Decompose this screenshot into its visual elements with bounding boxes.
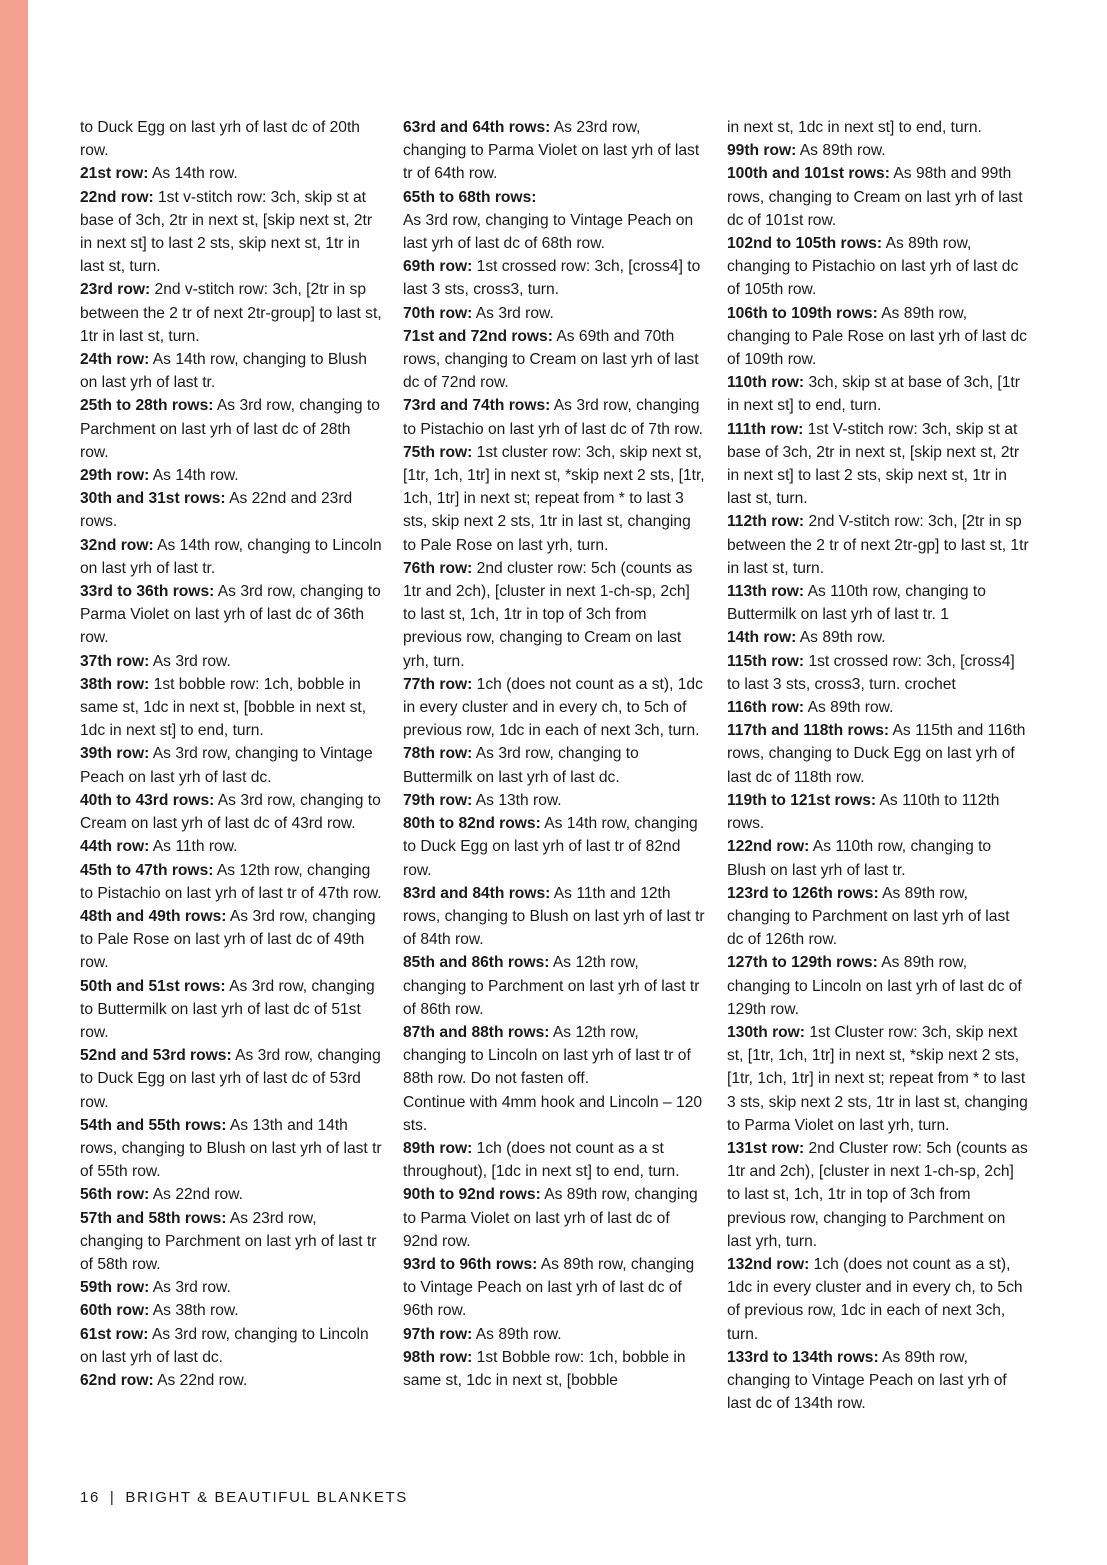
row-label: 115th row: [727, 652, 805, 670]
instruction-entry [403, 1346, 705, 1392]
row-instruction: As 3rd row, changing to Parchment on last yrh of last dc of 28th row. [80, 397, 380, 461]
row-label: 40th to 43rd rows: [80, 791, 215, 809]
instruction-entry [80, 742, 382, 788]
publication-title: BRIGHT & BEAUTIFUL BLANKETS [125, 1489, 408, 1506]
row-label: 99th row: [727, 142, 797, 160]
row-label: 113th row: [727, 583, 805, 601]
instruction-entry [80, 650, 382, 673]
instruction-entry [403, 951, 705, 1021]
instruction-entry [403, 255, 705, 301]
row-instruction: As 98th and 99th rows, changing to Cream on last yrh of last dc of 101st row. [727, 165, 1023, 229]
instruction-entry [80, 905, 382, 975]
row-instruction: As 3rd row, changing to Parma Violet on last yrh of last dc of 36th row. [80, 583, 381, 647]
row-instruction: As 110th to 112th rows. [727, 791, 1000, 833]
row-instruction: 1st Cluster row: 3ch, skip next st, [1tr, 1ch, 1tr] in next st, *skip next 2 sts, [1tr, 1ch, 1tr] in next st; repeat from * to last 3 sts, skip next 2 sts, 1tr in last st, changing to Parma Violet on last yrh, turn. [727, 1023, 1028, 1134]
row-instruction: 1ch (does not count as a st), 1dc in every cluster and in every ch, to 5ch of previous row, 1dc in each of next 3ch, turn. [403, 675, 703, 740]
instruction-entry [80, 580, 382, 650]
instruction-entry [80, 487, 382, 533]
row-label: 38th row: [80, 675, 150, 693]
instruction-entry [403, 325, 705, 395]
row-instruction: As 14th row, changing to Duck Egg on last yrh of last tr of 82nd row. [403, 815, 698, 879]
row-label: 83rd and 84th rows: [403, 884, 551, 902]
row-label: 22nd row: [80, 188, 154, 206]
row-label: 45th to 47th rows: [80, 861, 214, 879]
row-label: 76th row: [403, 559, 473, 577]
row-label: 112th row: [727, 513, 805, 531]
row-label: 102nd to 105th rows: [727, 235, 883, 253]
instruction-entry [403, 1021, 705, 1091]
instruction-entry [80, 975, 382, 1045]
row-label: 117th and 118th rows: [727, 722, 890, 740]
row-instruction: As 3rd row. [149, 652, 231, 670]
row-label: 75th row: [403, 443, 473, 461]
instruction-entry [80, 278, 382, 348]
row-instruction: 1st bobble row: 1ch, bobble in same st, 1dc in next st, [bobble in next st, 1dc in next st] to end, turn. [80, 675, 367, 740]
row-label: 39th row: [80, 745, 150, 763]
row-label: 50th and 51st rows: [80, 977, 226, 995]
row-label: 122nd row: [727, 838, 810, 856]
row-label: 62nd row: [80, 1371, 154, 1389]
row-label: 116th row: [727, 699, 805, 717]
row-label: 78th row: [403, 745, 473, 763]
row-label: 48th and 49th rows: [80, 907, 227, 925]
instruction-entry [727, 302, 1029, 372]
row-label: 87th and 88th rows: [403, 1023, 550, 1041]
row-instruction: As 22nd row. [149, 1186, 243, 1204]
instruction-entry [403, 812, 705, 882]
row-instruction: 1ch (does not count as a st throughout), [1dc in next st] to end, turn. [403, 1139, 680, 1181]
instruction-entry [403, 557, 705, 673]
row-label: 24th row: [80, 351, 150, 369]
instruction-entry [403, 1091, 705, 1137]
row-label: 14th row: [727, 629, 797, 647]
row-instruction: As 110th row, changing to Blush on last yrh of last tr. [727, 838, 992, 879]
row-label: 73rd and 74th rows: [403, 397, 551, 415]
page-number: 16 [80, 1489, 100, 1506]
instruction-entry [80, 162, 382, 185]
instruction-entry [80, 534, 382, 580]
row-instruction: 1st cluster row: 3ch, skip next st, [1tr, 1ch, 1tr] in next st, *skip next 2 sts, [1tr, 1ch, 1tr] in next st; repeat from * to last 3 sts, skip next 2 sts, 1tr in last st, changing to Pale Rose on last yrh, turn. [403, 443, 705, 554]
row-instruction: As 89th row. [796, 142, 886, 160]
row-instruction: As 14th row. [148, 165, 238, 183]
instruction-entry [727, 232, 1029, 302]
row-instruction: 1ch (does not count as a st), 1dc in every cluster and in every ch, to 5ch of previous row, 1dc in each of next 3ch, turn. [727, 1255, 1023, 1343]
row-label: 80th to 82nd rows: [403, 815, 541, 833]
row-instruction: As 11th and 12th rows, changing to Blush on last yrh of last tr of 84th row. [403, 884, 705, 949]
instruction-entry [80, 1114, 382, 1184]
row-label: 33rd to 36th rows: [80, 583, 215, 601]
instruction-entry [403, 441, 705, 557]
instruction-entry [80, 835, 382, 858]
row-instruction: As 23rd row, changing to Parma Violet on last yrh of last tr of 64th row. [403, 119, 700, 183]
footer-separator: | [109, 1489, 116, 1506]
instruction-entry [403, 209, 705, 255]
row-instruction: As 3rd row, changing to Lincoln on last yrh of last dc. [80, 1325, 369, 1366]
instruction-entry [727, 696, 1029, 719]
row-instruction: 2nd V-stitch row: 3ch, [2tr in sp between the 2 tr of next 2tr-gp] to last st, 1tr in last st, turn. [727, 513, 1029, 577]
row-label: 63rd and 64th rows: [403, 119, 551, 136]
instruction-entry [727, 371, 1029, 417]
row-instruction: 2nd v-stitch row: 3ch, [2tr in sp between the 2 tr of next 2tr-group] to last st, 1tr in last st, turn. [80, 281, 382, 345]
instruction-entry [727, 626, 1029, 649]
row-instruction: As 89th row, changing to Parma Violet on last yrh of last dc of 92nd row. [403, 1186, 698, 1250]
instruction-entry [727, 1137, 1029, 1253]
row-label: 69th row: [403, 258, 473, 276]
instruction-entry [403, 186, 705, 209]
row-instruction: As 89th row, changing to Vintage Peach on last yrh of last dc of 134th row. [727, 1348, 1007, 1413]
row-instruction: As 3rd row. [472, 304, 554, 322]
row-instruction: 3ch, skip st at base of 3ch, [1tr in next st] to end, turn. [727, 374, 1020, 415]
row-label: 30th and 31st rows: [80, 490, 226, 508]
row-instruction: As 3rd row, changing to Cream on last yrh of last dc of 43rd row. [80, 791, 381, 833]
instruction-entry [403, 882, 705, 952]
row-label: 25th to 28th rows: [80, 397, 214, 415]
row-instruction: As 89th row, changing to Lincoln on last yrh of last dc of 129th row. [727, 954, 1022, 1018]
instruction-entry [727, 789, 1029, 835]
row-label: 110th row: [727, 374, 805, 392]
row-instruction: As 22nd row. [153, 1371, 248, 1389]
instruction-entry [727, 951, 1029, 1021]
row-instruction: As 12th row, changing to Parchment on last yrh of last tr of 86th row. [403, 954, 700, 1018]
row-instruction: As 89th row. [804, 699, 894, 717]
instruction-entry [80, 186, 382, 279]
row-instruction: As 110th row, changing to Buttermilk on last yrh of last tr. 1 [727, 583, 986, 624]
row-instruction: As 3rd row, changing to Pale Rose on last yrh of last dc of 49th row. [80, 907, 376, 972]
row-instruction: As 89th row. [472, 1325, 562, 1343]
row-label: 131st row: [727, 1139, 805, 1157]
row-instruction: 1st Bobble row: 1ch, bobble in same st, 1dc in next st, [bobble [403, 1348, 686, 1389]
row-label: 111th row: [727, 420, 804, 438]
row-label: 23rd row: [80, 281, 151, 299]
row-instruction: As 69th and 70th rows, changing to Cream on last yrh of last dc of 72nd row. [403, 327, 699, 392]
row-label: 60th row: [80, 1302, 150, 1320]
instruction-entry [727, 580, 1029, 626]
row-instruction: As 115th and 116th rows, changing to Duck Egg on last yrh of last dc of 118th row. [727, 722, 1026, 786]
instruction-entry [80, 464, 382, 487]
row-label: 56th row: [80, 1186, 150, 1204]
text-column-3 [727, 116, 1029, 1415]
row-instruction: As 22nd and 23rd rows. [80, 490, 353, 531]
row-label: 29th row: [80, 467, 150, 485]
instruction-entry [80, 1323, 382, 1369]
instruction-entry [403, 1323, 705, 1346]
instruction-entry [80, 1276, 382, 1299]
row-instruction: 1st crossed row: 3ch, [cross4] to last 3 sts, cross3, turn. crochet [727, 652, 1015, 693]
row-instruction: 1st V-stitch row: 3ch, skip st at base of 3ch, 2tr in next st, [skip next st, 2tr in next st] to last 2 sts, skip next st, 1tr in last st, turn. [727, 420, 1020, 508]
row-instruction: 1st v-stitch row: 3ch, skip st at base of 3ch, 2tr in next st, [skip next st, 2tr in next st] to last 2 sts, skip next st, 1tr in last st, turn. [80, 188, 373, 276]
row-instruction: As 3rd row, changing to Vintage Peach on last yrh of last dc. [80, 745, 373, 786]
row-label: 21st row: [80, 165, 149, 183]
text-column-2 [403, 116, 705, 1392]
row-label: 93rd to 96th rows: [403, 1255, 538, 1273]
row-instruction: As 3rd row, changing to Duck Egg on last yrh of last dc of 53rd row. [80, 1047, 381, 1111]
row-label: 97th row: [403, 1325, 473, 1343]
row-label: 130th row: [727, 1023, 805, 1041]
row-label: 37th row: [80, 652, 150, 670]
instruction-entry [727, 882, 1029, 952]
instruction-entry [80, 859, 382, 905]
instruction-entry [403, 789, 705, 812]
row-instruction: As 3rd row, changing to Buttermilk on last yrh of last dc. [403, 745, 639, 786]
instruction-entry [80, 394, 382, 464]
row-instruction: to Duck Egg on last yrh of last dc of 20th row. [80, 119, 360, 160]
instruction-entry [403, 673, 705, 743]
row-label: 123rd to 126th rows: [727, 884, 879, 902]
row-instruction: 1st crossed row: 3ch, [cross4] to last 3 sts, cross3, turn. [403, 258, 701, 299]
instruction-entry [727, 418, 1029, 511]
row-instruction: As 23rd row, changing to Parchment on last yrh of last tr of 58th row. [80, 1209, 377, 1273]
instruction-entry [727, 719, 1029, 789]
row-instruction: As 13th row. [472, 791, 562, 809]
row-label: 100th and 101st rows: [727, 165, 890, 183]
instruction-entry [403, 394, 705, 440]
row-instruction: As 14th row, changing to Blush on last yrh of last tr. [80, 351, 367, 392]
row-instruction: As 3rd row, changing to Buttermilk on last yrh of last dc of 51st row. [80, 977, 375, 1041]
instruction-entry [727, 1253, 1029, 1346]
instruction-entry [403, 116, 705, 186]
instruction-entry [403, 742, 705, 788]
row-label: 85th and 86th rows: [403, 954, 550, 972]
row-label: 106th to 109th rows: [727, 304, 878, 322]
row-label: 77th row: [403, 675, 473, 693]
instruction-entry [727, 139, 1029, 162]
row-instruction: As 89th row, changing to Pistachio on last yrh of last dc of 105th row. [727, 235, 1019, 299]
instruction-entry [727, 510, 1029, 580]
row-instruction: As 89th row, changing to Parchment on last yrh of last dc of 126th row. [727, 884, 1010, 949]
row-instruction: As 3rd row, changing to Vintage Peach on last yrh of last dc of 68th row. [403, 211, 694, 253]
row-instruction: As 89th row. [796, 629, 886, 647]
row-instruction: As 3rd row, changing to Pistachio on last yrh of last dc of 7th row. [403, 397, 703, 438]
row-instruction: As 12th row, changing to Lincoln on last yrh of last tr of 88th row. Do not fasten off. [403, 1023, 691, 1088]
row-instruction: As 38th row. [149, 1302, 239, 1320]
row-label: 65th to 68th rows: [403, 188, 537, 206]
instruction-entry [80, 1369, 382, 1392]
instruction-entry [80, 116, 382, 162]
row-instruction: 2nd cluster row: 5ch (counts as 1tr and 2ch), [cluster in next 1-ch-sp, 2ch] to last st, 1ch, 1tr in top of 3ch from previous row, changing to Cream on last yrh, turn. [403, 559, 693, 670]
instruction-entry [727, 1021, 1029, 1137]
row-label: 32nd row: [80, 536, 154, 554]
row-instruction: 2nd Cluster row: 5ch (counts as 1tr and 2ch), [cluster in next 1-ch-sp, 2ch] to last st, 1ch, 1tr in top of 3ch from previous row, changing to Parchment on last yrh, turn. [727, 1139, 1028, 1250]
row-label: 132nd row: [727, 1255, 810, 1273]
text-column-1 [80, 116, 382, 1392]
row-instruction: in next st, 1dc in next st] to end, turn. [727, 119, 982, 136]
instruction-entry [403, 302, 705, 325]
side-color-stripe [0, 0, 28, 1565]
row-instruction: As 13th and 14th rows, changing to Blush on last yrh of last tr of 55th row. [80, 1116, 382, 1181]
instruction-entry [80, 1207, 382, 1277]
instruction-entry [403, 1253, 705, 1323]
row-instruction: As 11th row. [149, 838, 238, 856]
row-label: 79th row: [403, 791, 473, 809]
instruction-entry [80, 673, 382, 743]
row-label: 98th row: [403, 1348, 473, 1366]
row-instruction: As 12th row, changing to Pistachio on last yrh of last tr of 47th row. [80, 861, 382, 902]
instruction-entry [80, 1183, 382, 1206]
page-footer [80, 1489, 408, 1506]
instruction-entry [80, 1299, 382, 1322]
row-instruction: As 14th row. [149, 467, 239, 485]
row-instruction: As 89th row, changing to Vintage Peach on last yrh of last dc of 96th row. [403, 1255, 695, 1320]
row-instruction: As 3rd row. [149, 1279, 231, 1297]
row-label: 133rd to 134th rows: [727, 1348, 879, 1366]
row-label: 57th and 58th rows: [80, 1209, 227, 1227]
row-label: 127th to 129th rows: [727, 954, 878, 972]
instruction-entry [727, 650, 1029, 696]
instruction-entry [80, 1044, 382, 1114]
instruction-entry [727, 1346, 1029, 1416]
row-instruction: As 89th row, changing to Pale Rose on last yrh of last dc of 109th row. [727, 304, 1027, 369]
row-label: 61st row: [80, 1325, 149, 1343]
row-label: 71st and 72nd rows: [403, 327, 553, 345]
row-label: 119th to 121st rows: [727, 791, 877, 809]
instruction-entry [80, 789, 382, 835]
instruction-entry [727, 162, 1029, 232]
instruction-entry [80, 348, 382, 394]
instruction-entry [727, 835, 1029, 881]
row-label: 52nd and 53rd rows: [80, 1047, 232, 1065]
row-label: 44th row: [80, 838, 150, 856]
row-label: 59th row: [80, 1279, 150, 1297]
row-label: 70th row: [403, 304, 473, 322]
instruction-entry [727, 116, 1029, 139]
row-instruction: Continue with 4mm hook and Lincoln – 120 sts. [403, 1093, 703, 1134]
instruction-entry [403, 1137, 705, 1183]
row-label: 89th row: [403, 1139, 473, 1157]
row-label: 54th and 55th rows: [80, 1116, 227, 1134]
row-label: 90th to 92nd rows: [403, 1186, 541, 1204]
row-instruction: As 14th row, changing to Lincoln on last yrh of last tr. [80, 536, 382, 577]
instruction-entry [403, 1183, 705, 1253]
